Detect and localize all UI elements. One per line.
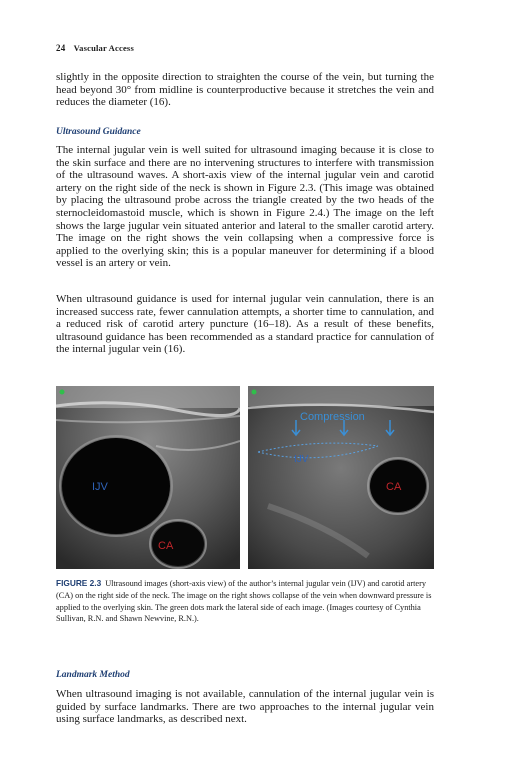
ijv-label-right: IJV bbox=[294, 454, 309, 465]
paragraph-landmark-method: When ultrasound imaging is not available, cannulation of the internal jugular vein is guided by surface landmarks. There are two approaches to the internal jugular vein using surface landmarks, as described next. bbox=[56, 688, 434, 726]
ca-label-left: CA bbox=[158, 540, 174, 552]
paragraph-ultrasound-intro: The internal jugular vein is well suited for ultrasound imaging because it is close to the skin surface and there are no intervening structures to interfere with transmission of the ultrasound waves. A short-axis view of the internal jugular vein and carotid artery on the right side of the neck is shown in Figure 2.3. (This image was obtained by placing the ultrasound probe across the triangle created by the two heads of the sternocleidomastoid muscle, which is shown in Figure 2.4.) The image on the left shows the large jugular vein situated anterior and lateral to the smaller carotid artery. The image on the right shows the vein collapsing when a compressive force is applied to the overlying skin; this is a popular maneuver for determining if a blood vessel is an artery or vein. bbox=[56, 144, 434, 270]
figure-caption bbox=[56, 578, 432, 625]
paragraph-ultrasound-benefits: When ultrasound guidance is used for internal jugular vein cannulation, there is an increased success rate, fewer cannulation attempts, a shorter time to cannulation, and a reduced risk of carotid artery puncture (16–18). As a result of these benefits, ultrasound guidance has been recommended as a standard practice for cannulation of the internal jugular vein (16). bbox=[56, 293, 434, 356]
figure-2-3 bbox=[56, 386, 434, 569]
ijv-label-left: IJV bbox=[92, 481, 108, 493]
section-heading-ultrasound-guidance: Ultrasound Guidance bbox=[56, 127, 141, 137]
section-heading-landmark-method: Landmark Method bbox=[56, 670, 130, 680]
ijv-vessel bbox=[62, 438, 170, 534]
ultrasound-image-right bbox=[248, 386, 434, 569]
running-title: Vascular Access bbox=[73, 43, 134, 53]
compression-label: Compression bbox=[300, 411, 365, 423]
ultrasound-image-left bbox=[56, 386, 240, 569]
lateral-marker-dot bbox=[252, 390, 257, 395]
lateral-marker-dot bbox=[60, 390, 65, 395]
ultrasound-right-svg bbox=[248, 386, 434, 569]
page-number: 24 bbox=[56, 43, 66, 53]
figure-label: FIGURE 2.3 bbox=[56, 578, 102, 588]
figure-caption-text: Ultrasound images (short-axis view) of the author’s internal jugular vein (IJV) and carotid artery (CA) on the right side of the neck. The image on the right shows collapse of the vein when downward pressure is applied to the overlying skin. The green dots mark the lateral side of each image. (Images courtesy of Cynthia Sullivan, R.N. and Shawn Newvine, R.N.). bbox=[56, 579, 432, 624]
ultrasound-left-svg bbox=[56, 386, 240, 569]
paragraph-continuation: slightly in the opposite direction to straighten the course of the vein, but turning the head beyond 30° from midline is counterproductive because it stretches the vein and reduces the diameter (16). bbox=[56, 71, 434, 109]
running-header bbox=[56, 43, 134, 53]
ca-label-right: CA bbox=[386, 481, 402, 493]
